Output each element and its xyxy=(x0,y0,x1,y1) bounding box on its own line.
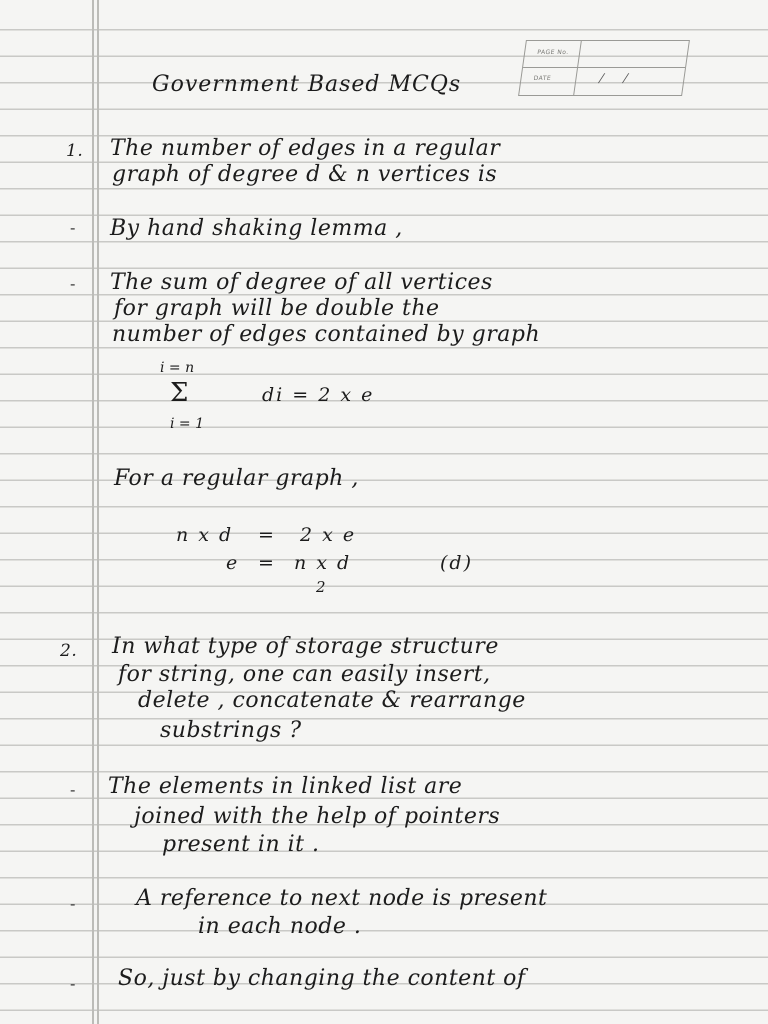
bullet: - xyxy=(70,974,76,993)
answer-text-line: present in it . xyxy=(162,832,320,857)
question-text-line: The number of edges in a regular xyxy=(110,136,501,161)
question-text-line: substrings ? xyxy=(160,718,302,743)
margin-line-left xyxy=(92,0,94,1024)
answer-text-line: for graph will be double the xyxy=(114,296,440,321)
date-separator: / xyxy=(622,71,629,85)
answer-text-line: So, just by changing the content of xyxy=(118,966,526,991)
bullet: - xyxy=(70,780,76,799)
answer-text-line: number of edges contained by graph xyxy=(112,322,541,347)
equation-rhs: 2 x e xyxy=(300,524,357,546)
fraction-numerator: n x d xyxy=(294,552,352,574)
sum-upper-limit: i = n xyxy=(160,360,195,376)
page-title: Government Based MCQs xyxy=(152,72,462,97)
bullet: - xyxy=(70,218,76,237)
date-separator: / xyxy=(598,71,605,85)
margin-line-right xyxy=(97,0,99,1024)
equation-equals: = xyxy=(258,552,276,574)
box-divider xyxy=(573,41,582,95)
sum-lower-limit: i = 1 xyxy=(170,416,205,432)
bullet: - xyxy=(70,274,76,293)
question-text-line: delete , concatenate & rearrange xyxy=(138,688,526,713)
page-no-label: PAGE No. xyxy=(536,49,570,56)
answer-text-line: A reference to next node is present xyxy=(136,886,548,911)
answer-text-line: For a regular graph , xyxy=(114,466,359,491)
page-date-box xyxy=(518,40,690,96)
sum-expression: di = 2 x e xyxy=(262,384,375,406)
equation-equals: = xyxy=(258,524,276,546)
answer-text-line: joined with the help of pointers xyxy=(134,804,501,829)
box-midline xyxy=(523,67,685,68)
question-text-line: In what type of storage structure xyxy=(112,634,499,659)
answer-text-line: The sum of degree of all vertices xyxy=(110,270,493,295)
question-text-line: graph of degree d & n vertices is xyxy=(112,162,498,187)
question-number: 1. xyxy=(66,141,84,161)
equation-lhs: n x d xyxy=(176,524,234,546)
question-number: 2. xyxy=(60,641,78,661)
answer-text-line: By hand shaking lemma , xyxy=(110,216,403,241)
answer-option: (d) xyxy=(440,552,473,574)
sigma-symbol: Σ xyxy=(170,378,189,408)
fraction-denominator: 2 xyxy=(316,578,328,596)
date-label: DATE xyxy=(533,75,552,82)
equation-lhs: e xyxy=(226,552,240,574)
answer-text-line: The elements in linked list are xyxy=(108,774,463,799)
question-text-line: for string, one can easily insert, xyxy=(118,662,491,687)
bullet: - xyxy=(70,894,76,913)
answer-text-line: in each node . xyxy=(198,914,362,939)
